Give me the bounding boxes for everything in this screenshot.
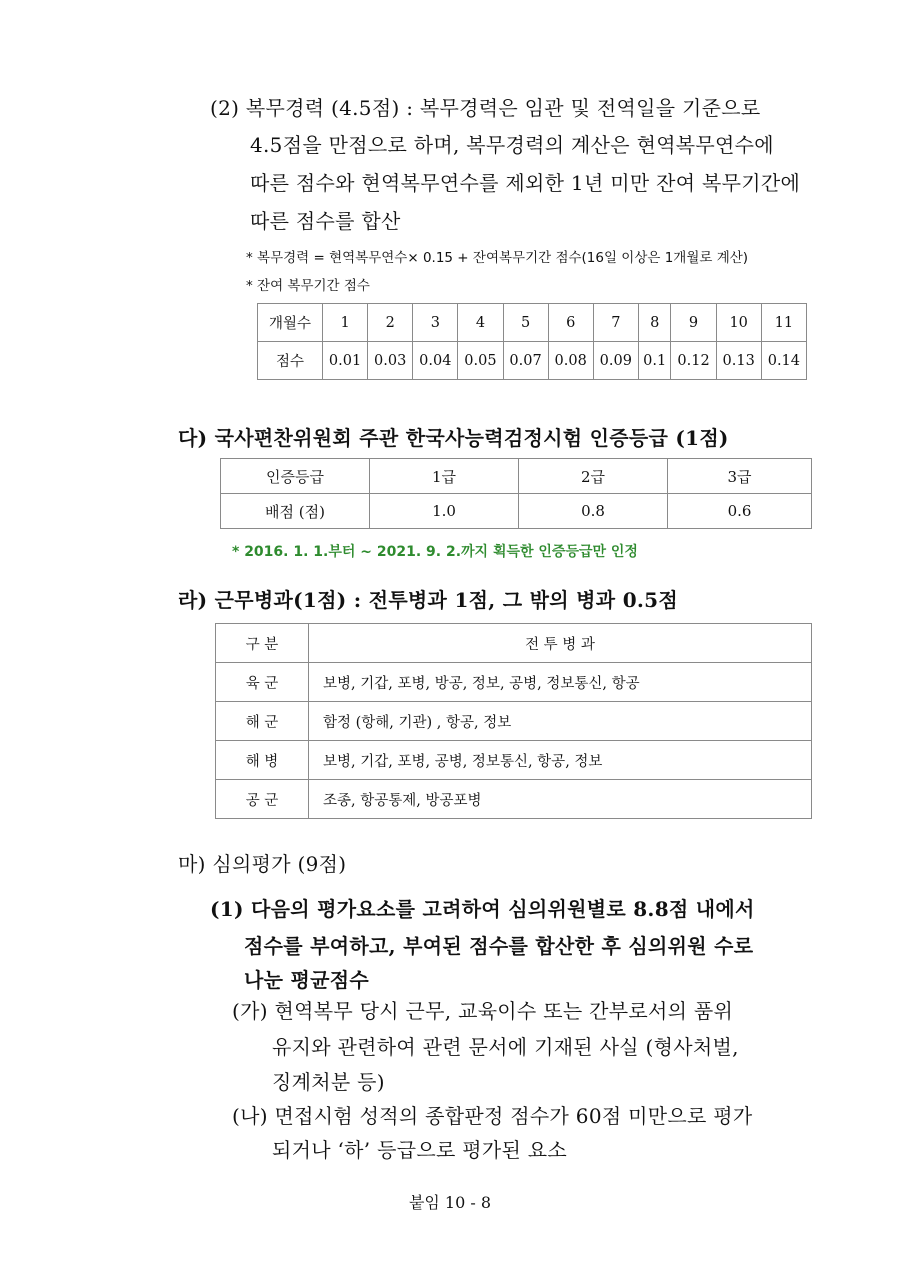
table-cell: 조종, 항공통제, 방공포병: [309, 780, 812, 819]
section-ra-heading: 라) 근무병과(1점) : 전투병과 1점, 그 밖의 병과 0.5점: [178, 588, 679, 612]
table-cell: 인증등급: [221, 459, 370, 494]
section-da-heading: 다) 국사편찬위원회 주관 한국사능력검정시험 인증등급 (1점): [178, 426, 729, 450]
section-da-note: * 2016. 1. 1.부터 ~ 2021. 9. 2.까지 획득한 인증등급만 인정: [232, 544, 638, 560]
table-cell: 6: [548, 304, 593, 342]
table-cell: 10: [716, 304, 761, 342]
table-row: [221, 494, 812, 529]
s2-line1: (2) 복무경력 (4.5점) : 복무경력은 임관 및 전역일을 기준으로: [210, 96, 761, 120]
ma-p1-line1: (1) 다음의 평가요소를 고려하여 심의위원별로 8.8점 내에서: [210, 897, 755, 921]
table-cell: 0.08: [548, 342, 593, 380]
table-row: [221, 459, 812, 494]
table-cell: 11: [761, 304, 806, 342]
table-cell: 2급: [519, 459, 668, 494]
table-cell: 보병, 기갑, 포병, 공병, 정보통신, 항공, 정보: [309, 741, 812, 780]
table-cell: 2: [368, 304, 413, 342]
table-cell: 4: [458, 304, 503, 342]
table-row: [216, 702, 812, 741]
table-cell: 육 군: [216, 663, 309, 702]
table-cell: 3급: [668, 459, 812, 494]
table-cell: 1: [323, 304, 368, 342]
table-cell: 0.01: [323, 342, 368, 380]
table-cell: 해 군: [216, 702, 309, 741]
table-cell: 0.12: [671, 342, 716, 380]
ma-p1-line2: 점수를 부여하고, 부여된 점수를 합산한 후 심의위원 수로: [244, 934, 754, 958]
s2-line3: 따른 점수와 현역복무연수를 제외한 1년 미만 잔여 복무기간에: [250, 171, 801, 195]
table-cell: 0.8: [519, 494, 668, 529]
table-row: [216, 663, 812, 702]
table-cell: 1급: [370, 459, 519, 494]
table-row: [216, 741, 812, 780]
table-cell: 전 투 병 과: [309, 624, 812, 663]
section-ma-heading: 마) 심의평가 (9점): [178, 852, 347, 876]
ma-na-line2: 되거나 ‘하’ 등급으로 평가된 요소: [272, 1138, 568, 1162]
table-cell: 0.04: [413, 342, 458, 380]
table-row: [258, 304, 807, 342]
table-cell: 0.14: [761, 342, 806, 380]
table-cell: 개월수: [258, 304, 323, 342]
table-cell: 0.1: [638, 342, 671, 380]
s2-line2: 4.5점을 만점으로 하며, 복무경력의 계산은 현역복무연수에: [250, 133, 774, 157]
table-cell: 8: [638, 304, 671, 342]
table-cell: 0.05: [458, 342, 503, 380]
table-cell: 7: [593, 304, 638, 342]
table-cell: 0.07: [503, 342, 548, 380]
table-cell: 0.09: [593, 342, 638, 380]
table-cell: 보병, 기갑, 포병, 방공, 정보, 공병, 정보통신, 항공: [309, 663, 812, 702]
s2-note-remaining: * 잔여 복무기간 점수: [246, 278, 370, 294]
table-cell: 9: [671, 304, 716, 342]
s2-note-formula: * 복무경력 = 현역복무연수× 0.15 + 잔여복무기간 점수(16일 이상은 1개월로 계산): [246, 250, 749, 266]
table-cell: 함정 (항해, 기관) , 항공, 정보: [309, 702, 812, 741]
page-number: 붙임 10 - 8: [408, 1193, 492, 1212]
remaining-service-table: [257, 303, 807, 380]
history-exam-table: [220, 458, 812, 529]
ma-p1-line3: 나눈 평균점수: [244, 968, 369, 992]
table-cell: 3: [413, 304, 458, 342]
table-cell: 점수: [258, 342, 323, 380]
ma-ga-line1: (가) 현역복무 당시 근무, 교육이수 또는 간부로서의 품위: [232, 999, 734, 1023]
table-row: [216, 624, 812, 663]
table-cell: 0.03: [368, 342, 413, 380]
ma-ga-line2: 유지와 관련하여 관련 문서에 기재된 사실 (형사처벌,: [272, 1035, 739, 1059]
table-cell: 0.6: [668, 494, 812, 529]
table-cell: 구 분: [216, 624, 309, 663]
ma-ga-line3: 징계처분 등): [272, 1070, 385, 1094]
table-cell: 배점 (점): [221, 494, 370, 529]
s2-line4: 따른 점수를 합산: [250, 209, 401, 233]
table-cell: 5: [503, 304, 548, 342]
ma-na-line1: (나) 면접시험 성적의 종합판정 점수가 60점 미만으로 평가: [232, 1104, 753, 1128]
combat-branch-table: [215, 623, 812, 819]
table-cell: 공 군: [216, 780, 309, 819]
table-row: [258, 342, 807, 380]
table-cell: 0.13: [716, 342, 761, 380]
table-cell: 1.0: [370, 494, 519, 529]
table-row: [216, 780, 812, 819]
table-cell: 해 병: [216, 741, 309, 780]
